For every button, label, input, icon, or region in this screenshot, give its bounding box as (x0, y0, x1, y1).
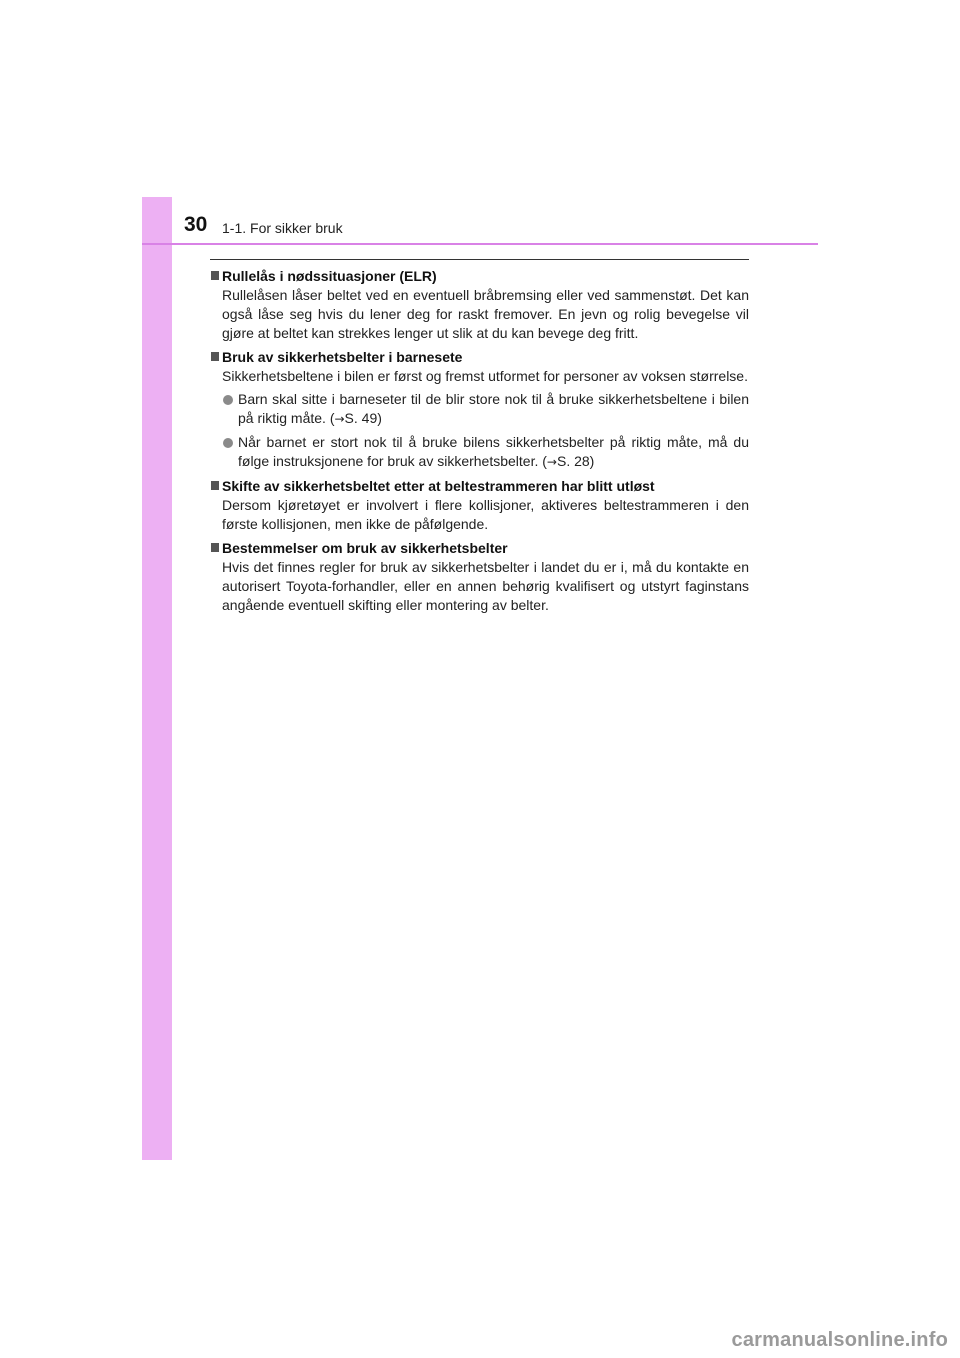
section-title: 1-1. For sikker bruk (222, 220, 343, 236)
round-bullet-icon (223, 438, 233, 448)
section-paragraph: Dersom kjøretøyet er involvert i flere kollisjoner, aktiveres beltestrammeren i den første kollisjonen, men ikke de påfølgende. (222, 497, 749, 532)
section-heading-text: Skifte av sikkerhetsbeltet etter at beltestrammeren har blitt utløst (222, 478, 655, 494)
page-number: 30 (184, 213, 208, 236)
section-regulations (210, 538, 749, 615)
list-item-text: Barn skal sitte i barneseter til de blir store nok til å bruke sikkerhetsbeltene i bilen på riktig måte. ( (238, 391, 749, 426)
page-reference-link[interactable]: S. 28) (556, 453, 595, 469)
square-bullet-icon (211, 481, 219, 490)
section-heading-text: Bruk av sikkerhetsbelter i barnesete (222, 349, 463, 365)
arrow-right-icon: → (334, 412, 345, 426)
square-bullet-icon (211, 352, 219, 361)
section-heading (210, 347, 749, 367)
content-top-rule (210, 259, 749, 260)
chapter-side-tab (142, 197, 172, 1160)
section-child-seat (210, 347, 749, 472)
section-heading (210, 538, 749, 558)
page-reference-link[interactable]: S. 49) (344, 410, 382, 426)
section-elr (210, 266, 749, 343)
watermark: carmanualsonline.info (731, 1329, 948, 1351)
section-heading (210, 476, 749, 496)
square-bullet-icon (211, 543, 219, 552)
list-item (234, 390, 749, 429)
section-paragraph: Sikkerhetsbeltene i bilen er først og fremst utformet for personer av voksen størrelse. (222, 368, 748, 384)
square-bullet-icon (211, 271, 219, 280)
page-content (210, 266, 749, 619)
list-item-text: Når barnet er stort nok til å bruke bilens sikkerhetsbelter på riktig måte, må du følge instruksjonene for bruk av sikkerhetsbelter. ( (238, 434, 749, 469)
section-heading-text: Rullelås i nødssituasjoner (ELR) (222, 268, 437, 284)
section-paragraph: Hvis det finnes regler for bruk av sikkerhetsbelter i landet du er i, må du kontakte en autorisert Toyota-forhandler, eller en annen behørig kvalifisert og utstyrt faginstans angående eventuell skifting eller montering av belter. (222, 559, 749, 613)
section-heading (210, 266, 749, 286)
section-paragraph: Rullelåsen låser beltet ved en eventuell bråbremsing eller ved sammenstøt. Det kan også låse seg hvis du lener deg for raskt fremover. En jevn og rolig bevegelse vil gjøre at beltet kan strekkes lenger ut slik at du kan bevege deg fritt. (222, 287, 749, 341)
header-divider (142, 243, 818, 245)
section-pretensioner (210, 476, 749, 534)
list-item (234, 433, 749, 472)
arrow-right-icon: → (546, 455, 557, 469)
round-bullet-icon (223, 395, 233, 405)
section-heading-text: Bestemmelser om bruk av sikkerhetsbelter (222, 540, 508, 556)
